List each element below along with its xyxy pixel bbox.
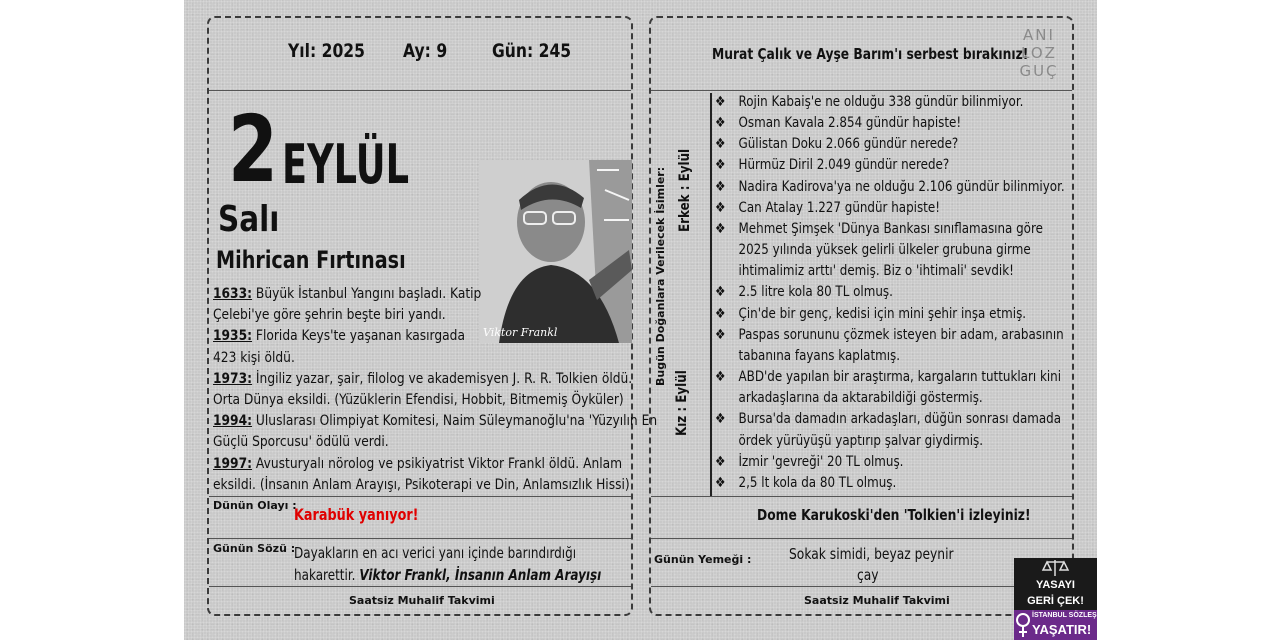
news-text: 2.5 litre kola 80 TL olmuş. [738, 284, 893, 301]
diamond-bullet-icon: ❖ [715, 94, 726, 110]
event-text: Büyük İstanbul Yangını başladı. Katip [252, 285, 482, 302]
news-item [715, 177, 1068, 198]
event-line [213, 304, 633, 325]
news-item [715, 155, 1068, 176]
news-text: 2,5 lt kola da 80 TL olmuş. [738, 474, 897, 491]
event-text: Orta Dünya eksildi. (Yüzüklerin Efendisi, Hobbit, Bitmemiş Öyküler) [213, 390, 624, 408]
event-line [213, 283, 633, 304]
news-text: Mehmet Şimşek 'Dünya Bankası sınıflamasına göre 2025 yılında yüksek gelirli ülkeler grubuna girme ihtimalimiz arttı' demiş. Biz o 'ihtimali' sevdik! [738, 220, 1043, 280]
aniloz-logo [1014, 26, 1064, 80]
film-recommendation: Dome Karukoski'den 'Tolkien'i izleyiniz! [757, 506, 1031, 524]
news-item [715, 367, 1068, 409]
badge-line-2: GERİ ÇEK! [1027, 595, 1084, 607]
news-text: İzmir 'gevreği' 20 TL olmuş. [738, 453, 904, 470]
event-text: Uluslarası Olimpiyat Komitesi, Naim Süleymanoğlu'na 'Yüzyılın En [252, 412, 658, 430]
event-text: Avusturyalı nörolog ve psikiyatrist Viktor Frankl öldü. Anlam [252, 454, 623, 472]
event-text: 423 kişi öldü. [213, 348, 295, 366]
news-text: Nadira Kadirova'ya ne olduğu 2.106 gündür bilinmiyor. [738, 178, 1065, 195]
day-of-year-label: Gün: 245 [492, 40, 572, 62]
logo-line-1: ANI [1023, 26, 1055, 44]
news-item [715, 134, 1068, 155]
event-line [213, 431, 633, 452]
badge-line-3: İSTANBUL SÖZLEŞMESİ [1032, 612, 1114, 619]
divider [651, 538, 1072, 539]
news-item [715, 473, 1068, 494]
news-item [715, 325, 1068, 367]
news-item [715, 113, 1068, 134]
event-text: eksildi. (İnsanın Anlam Arayışı, Psikoterapi ve Din, Anlamsızlık Hissi) [213, 475, 630, 493]
divider [651, 496, 1072, 497]
female-symbol-icon [1015, 611, 1031, 639]
event-line [213, 389, 633, 410]
news-text: Gülistan Doku 2.066 gündür nerede? [738, 136, 959, 153]
divider [651, 90, 1072, 91]
news-item [715, 452, 1068, 473]
release-call: Murat Çalık ve Ayşe Barım'ı serbest bırakınız! [712, 45, 1029, 63]
footer-right: Saatsiz Muhalif Takvimi [804, 594, 950, 607]
news-item [715, 92, 1068, 113]
news-list [715, 92, 1068, 494]
event-year: 1633: [213, 285, 253, 302]
news-text: Hürmüz Diril 2.049 gündür nerede? [738, 157, 950, 174]
male-name: Erkek : Eylül [677, 148, 693, 232]
quote-line-2 [294, 564, 601, 586]
divider [209, 90, 631, 91]
event-text: İngiliz yazar, şair, filolog ve akademisyen J. R. R. Tolkien öldü. [252, 369, 633, 387]
scale-icon [1014, 558, 1097, 578]
month-label: Ay: 9 [403, 40, 448, 62]
event-line [213, 453, 633, 474]
divider [209, 538, 631, 539]
campaign-badge [1014, 558, 1114, 640]
news-text: Can Atalay 1.227 gündür hapiste! [738, 199, 940, 216]
news-text: Osman Kavala 2.854 gündür hapiste! [738, 115, 962, 132]
event-line [213, 410, 658, 431]
news-separator [710, 93, 712, 496]
event-line [213, 368, 633, 389]
female-name: Kız : Eylül [674, 370, 690, 436]
news-text: Rojin Kabaiş'e ne olduğu 338 gündür bilinmiyor. [738, 94, 1024, 110]
badge-line-4: YAŞATIR! [1032, 622, 1092, 637]
news-text: ABD'de yapılan bir araştırma, kargaların tuttukları kini arkadaşlarına da aktarabildiği göstermiş. [738, 369, 1062, 407]
diamond-bullet-icon: ❖ [715, 199, 726, 216]
meal-line-2: çay [857, 566, 879, 584]
news-text: Bursa'da damadın arkadaşları, düğün sonrası damada ördek yürüyüşü yaptırıp şalvar giydirmiş. [738, 411, 1062, 449]
event-year: 1973: [213, 369, 253, 387]
footer-left: Saatsiz Muhalif Takvimi [349, 594, 495, 607]
diamond-bullet-icon: ❖ [715, 284, 726, 301]
diamond-bullet-icon: ❖ [715, 115, 726, 132]
weekday: Salı [218, 199, 280, 240]
news-item [715, 304, 1068, 325]
names-title: Bugün Doğanlara Verilecek İsimler: [654, 166, 667, 386]
month-name: EYLÜL [282, 133, 409, 196]
news-item [715, 198, 1068, 219]
event-line [213, 325, 633, 346]
quote-line-2-text: hakarettir. [294, 566, 360, 584]
event-line [213, 347, 633, 368]
meal-line-1: Sokak simidi, beyaz peynir [789, 545, 954, 563]
news-item [715, 409, 1068, 451]
year-label: Yıl: 2025 [288, 40, 365, 62]
diamond-bullet-icon: ❖ [715, 453, 726, 470]
yesterday-label: Dünün Olayı : [213, 499, 297, 512]
photo-caption: Viktor Frankl [483, 326, 558, 339]
event-text: Çelebi'ye göre şehrin beşte biri yandı. [213, 306, 446, 324]
day-number: 2 [228, 96, 278, 203]
logo-line-3: GUÇ [1019, 62, 1059, 80]
logo-line-2: LOZ [1021, 44, 1057, 62]
diamond-bullet-icon: ❖ [715, 474, 726, 491]
diamond-bullet-icon: ❖ [715, 305, 726, 322]
quote-source: Viktor Frankl, İnsanın Anlam Arayışı [359, 566, 602, 584]
event-line [213, 474, 633, 495]
quote-text [294, 542, 601, 586]
diamond-bullet-icon: ❖ [715, 136, 726, 153]
event-year: 1935: [213, 327, 253, 345]
diamond-bullet-icon: ❖ [715, 157, 726, 174]
quote-label: Günün Sözü : [213, 542, 296, 555]
event-text: Güçlü Sporcusu' ödülü verdi. [213, 433, 389, 451]
news-text: Paspas sorununu çözmek isteyen bir adam, arabasının tabanına fayans kaplatmış. [738, 326, 1064, 364]
quote-line-1: Dayakların en acı verici yanı içinde barındırdığı [294, 544, 577, 562]
divider [651, 586, 1072, 587]
event-year: 1997: [213, 454, 253, 472]
meal-label: Günün Yemeği : [654, 553, 752, 566]
divider [209, 586, 631, 587]
diamond-bullet-icon: ❖ [715, 326, 726, 343]
badge-line-1: YASAYI [1036, 579, 1075, 591]
historical-events [213, 283, 658, 495]
divider [209, 496, 631, 497]
diamond-bullet-icon: ❖ [715, 220, 726, 237]
news-item [715, 282, 1068, 303]
special-day: Mihrican Fırtınası [216, 246, 406, 274]
event-text: Florida Keys'te yaşanan kasırgada [252, 327, 465, 345]
event-year: 1994: [213, 412, 253, 430]
diamond-bullet-icon: ❖ [715, 178, 726, 195]
diamond-bullet-icon: ❖ [715, 411, 726, 428]
news-text: Çin'de bir genç, kedisi için mini şehir inşa etmiş. [738, 305, 1027, 322]
yesterday-event: Karabük yanıyor! [294, 505, 419, 524]
diamond-bullet-icon: ❖ [715, 369, 726, 386]
news-item [715, 219, 1068, 282]
